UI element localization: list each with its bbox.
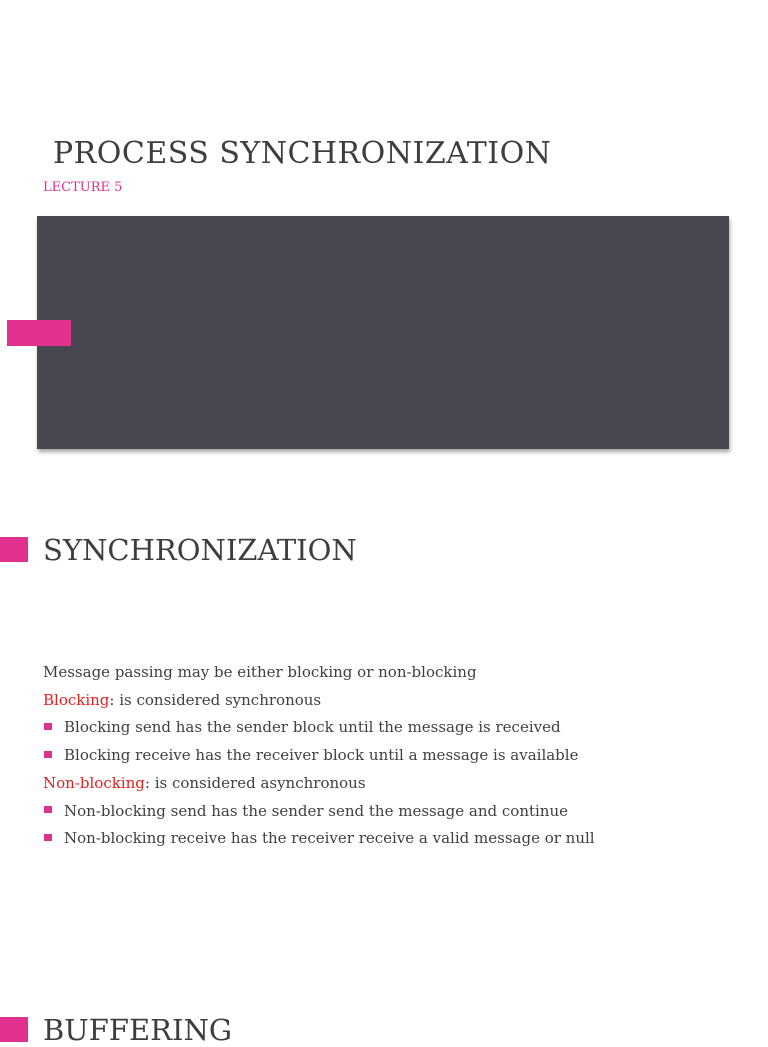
nonblocking-bullet-receive: Non-blocking receive has the receiver receive a valid message or null	[64, 829, 595, 847]
blocking-term: Blocking	[43, 691, 110, 709]
title-banner	[37, 216, 729, 449]
blocking-bullet-receive: Blocking receive has the receiver block until a message is available	[64, 746, 579, 764]
bullet-marker	[44, 751, 52, 758]
bullet-marker	[44, 834, 52, 841]
banner-accent-bar	[7, 320, 71, 346]
bullet-marker	[44, 806, 52, 813]
bullet-marker	[44, 723, 52, 730]
nonblocking-line	[43, 774, 366, 792]
nonblocking-description: : is considered asynchronous	[144, 774, 366, 792]
section-heading-synchronization: SYNCHRONIZATION	[43, 533, 357, 567]
section-accent-bar	[0, 1017, 28, 1042]
blocking-bullet-send: Blocking send has the sender block until the message is received	[64, 718, 561, 736]
section-heading-buffering: BUFFERING	[43, 1013, 232, 1047]
nonblocking-bullet-send: Non-blocking send has the sender send the message and continue	[64, 802, 569, 820]
nonblocking-term: Non-blocking	[43, 774, 145, 792]
blocking-description: : is considered synchronous	[109, 691, 322, 709]
section-accent-bar	[0, 537, 28, 562]
slide-title: PROCESS SYNCHRONIZATION	[53, 136, 552, 171]
intro-line: Message passing may be either blocking or non-blocking	[43, 663, 477, 681]
blocking-line	[43, 691, 321, 709]
slide-subtitle: LECTURE 5	[43, 180, 123, 195]
